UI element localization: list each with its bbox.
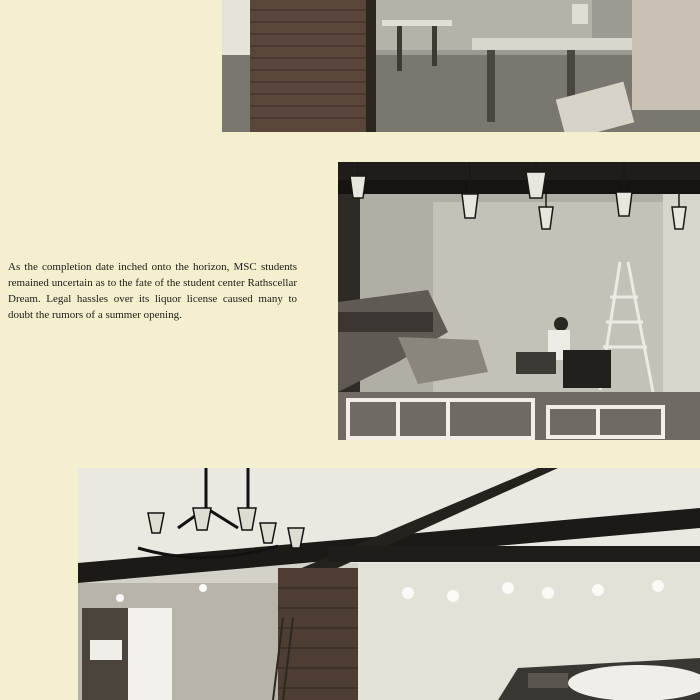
- construction-photo-top: [222, 0, 700, 132]
- construction-photo-bottom-image: [78, 468, 700, 700]
- construction-photo-middle: [338, 162, 700, 440]
- construction-photo-top-image: [222, 0, 700, 132]
- construction-photo-bottom: [78, 468, 700, 700]
- photo-caption: As the completion date inched onto the horizon, MSC students remained uncertain as to the fate of the student center Rathscellar Dream. Legal hassles over its liquor license caused many to doubt the rumors of a summer opening.: [8, 261, 297, 321]
- construction-photo-middle-image: [338, 162, 700, 440]
